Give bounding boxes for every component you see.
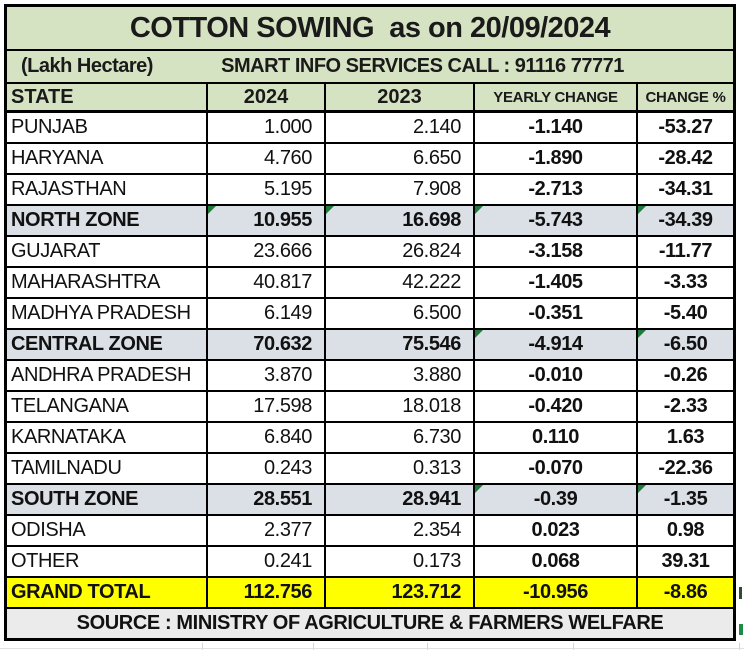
cell-2024-text: 10.955	[253, 209, 312, 231]
cell-change-pct[interactable]	[638, 516, 733, 545]
cell-2024-text: 0.243	[263, 457, 312, 479]
cell-2023[interactable]	[326, 423, 475, 452]
cell-yearly-change[interactable]	[475, 423, 638, 452]
cell-yearly-change[interactable]	[475, 516, 638, 545]
table-row	[7, 175, 733, 206]
column-header-3[interactable]	[475, 84, 638, 110]
cell-flag-triangle-icon	[475, 206, 483, 214]
unit-label: (Lakh Hectare)	[21, 55, 153, 77]
cell-2024-text: 6.149	[263, 302, 312, 324]
cell-yearly-change-text: 0.110	[532, 426, 579, 448]
cell-flag-triangle-icon	[638, 330, 646, 338]
cell-yearly-change-text: -10.956	[522, 581, 589, 603]
cell-state-text: MAHARASHTRA	[11, 271, 160, 293]
grid-line	[0, 648, 744, 649]
cell-2024[interactable]	[208, 144, 326, 173]
cell-2023[interactable]	[326, 268, 475, 297]
cell-change-pct-text: -34.31	[658, 178, 713, 200]
cell-2023-text: 3.880	[412, 364, 461, 386]
cell-state[interactable]	[7, 361, 208, 390]
cell-change-pct-text: 39.31	[661, 550, 710, 572]
table-row	[7, 454, 733, 485]
cell-2024[interactable]	[208, 268, 326, 297]
cell-2024[interactable]	[208, 330, 326, 359]
cell-2023-text: 7.908	[412, 178, 461, 200]
cell-yearly-change[interactable]	[475, 113, 638, 142]
cell-2023-text: 75.546	[402, 333, 461, 355]
cell-2023[interactable]	[326, 299, 475, 328]
cell-2023-text: 6.650	[412, 147, 461, 169]
cell-yearly-change[interactable]	[475, 299, 638, 328]
cell-state[interactable]	[7, 268, 208, 297]
table-row	[7, 144, 733, 175]
column-header-0[interactable]	[7, 84, 208, 110]
cell-2024[interactable]	[208, 423, 326, 452]
cell-change-pct[interactable]	[638, 206, 733, 235]
cell-2023[interactable]	[326, 547, 475, 576]
cell-state-text: ODISHA	[11, 519, 86, 541]
cell-2023[interactable]	[326, 361, 475, 390]
cell-2023-text: 2.354	[412, 519, 461, 541]
cell-state-text: NORTH ZONE	[11, 209, 140, 231]
zone-subtotal-row	[7, 485, 733, 516]
cell-2024-text: 2.377	[263, 519, 312, 541]
cell-state-text: HARYANA	[11, 147, 104, 169]
cell-2024[interactable]	[208, 392, 326, 421]
clipped-cell-content	[739, 624, 743, 635]
cell-yearly-change[interactable]	[475, 206, 638, 235]
table-row	[7, 268, 733, 299]
cell-yearly-change-text: -2.713	[528, 178, 583, 200]
cell-state[interactable]	[7, 237, 208, 266]
cell-state-text: TAMILNADU	[11, 457, 122, 479]
cell-state[interactable]	[7, 175, 208, 204]
cell-yearly-change[interactable]	[475, 578, 638, 607]
cell-yearly-change-text: -0.420	[528, 395, 583, 417]
cell-2023[interactable]	[326, 175, 475, 204]
cell-change-pct-text: -1.35	[663, 488, 708, 510]
cell-change-pct[interactable]	[638, 330, 733, 359]
cell-change-pct[interactable]	[638, 299, 733, 328]
cell-state[interactable]	[7, 485, 208, 514]
cell-change-pct-text: 1.63	[666, 426, 705, 448]
cell-change-pct[interactable]	[638, 547, 733, 576]
cell-change-pct-text: -34.39	[658, 209, 713, 231]
column-header-label: 2024	[243, 85, 289, 108]
cell-yearly-change-text: -0.070	[528, 457, 583, 479]
cell-2023[interactable]	[326, 113, 475, 142]
cell-change-pct[interactable]	[638, 113, 733, 142]
grand-total-row	[7, 578, 733, 609]
cell-state[interactable]	[7, 144, 208, 173]
cell-yearly-change[interactable]	[475, 392, 638, 421]
cell-yearly-change-text: -1.405	[528, 271, 583, 293]
cell-2023-text: 18.018	[402, 395, 461, 417]
cell-state-text: SOUTH ZONE	[11, 488, 139, 510]
cell-change-pct-text: 0.98	[666, 519, 705, 541]
cell-state[interactable]	[7, 423, 208, 452]
cell-yearly-change-text: 0.068	[531, 550, 580, 572]
source-row	[7, 609, 733, 638]
cell-state-text: CENTRAL ZONE	[11, 333, 163, 355]
column-header-2[interactable]	[326, 84, 475, 110]
cell-2023-text: 28.941	[402, 488, 461, 510]
cell-yearly-change[interactable]	[475, 547, 638, 576]
cell-2023-text: 2.140	[412, 116, 461, 138]
cell-2024[interactable]	[208, 361, 326, 390]
cell-flag-triangle-icon	[638, 485, 646, 493]
cell-yearly-change[interactable]	[475, 237, 638, 266]
zone-subtotal-row	[7, 206, 733, 237]
cell-yearly-change[interactable]	[475, 361, 638, 390]
cell-state-text: TELANGANA	[11, 395, 129, 417]
cell-change-pct[interactable]	[638, 392, 733, 421]
cell-2024[interactable]	[208, 175, 326, 204]
cell-2023-text: 123.712	[391, 581, 461, 603]
cell-yearly-change[interactable]	[475, 330, 638, 359]
table-row	[7, 237, 733, 268]
cell-change-pct-text: -28.42	[658, 147, 713, 169]
cell-2024-text: 23.666	[253, 240, 312, 262]
cell-yearly-change-text: -3.158	[528, 240, 583, 262]
cell-change-pct[interactable]	[638, 454, 733, 483]
cell-change-pct[interactable]	[638, 485, 733, 514]
cell-state-text: RAJASTHAN	[11, 178, 127, 200]
table-row	[7, 361, 733, 392]
cell-yearly-change-text: -4.914	[528, 333, 583, 355]
cell-change-pct-text: -11.77	[658, 240, 713, 262]
cell-state[interactable]	[7, 206, 208, 235]
cell-yearly-change[interactable]	[475, 175, 638, 204]
cell-change-pct-text: -5.40	[663, 302, 708, 324]
cell-2024-text: 112.756	[243, 581, 312, 603]
cell-state[interactable]	[7, 516, 208, 545]
cell-2023[interactable]	[326, 454, 475, 483]
cell-change-pct-text: -0.26	[663, 364, 708, 386]
cell-state-text: PUNJAB	[11, 116, 88, 138]
cell-yearly-change-text: -1.140	[528, 116, 583, 138]
cell-2024-text: 28.551	[253, 488, 312, 510]
cell-change-pct[interactable]	[638, 175, 733, 204]
column-header-label: YEARLY CHANGE	[493, 88, 618, 106]
table-row	[7, 392, 733, 423]
table-row	[7, 113, 733, 144]
clipped-cell-content	[739, 587, 742, 599]
cell-2023[interactable]	[326, 237, 475, 266]
cell-change-pct[interactable]	[638, 237, 733, 266]
cell-2024[interactable]	[208, 113, 326, 142]
cell-2024[interactable]	[208, 299, 326, 328]
cell-yearly-change-text: -1.890	[528, 147, 583, 169]
cell-state[interactable]	[7, 392, 208, 421]
cell-2024-text: 1.000	[263, 116, 312, 138]
cell-2024[interactable]	[208, 516, 326, 545]
cell-change-pct-text: -3.33	[663, 271, 708, 293]
cell-state-text: OTHER	[11, 550, 80, 572]
cell-yearly-change-text: -5.743	[528, 209, 583, 231]
cell-state[interactable]	[7, 330, 208, 359]
column-header-label: STATE	[11, 85, 74, 108]
cell-yearly-change[interactable]	[475, 268, 638, 297]
cell-2024[interactable]	[208, 547, 326, 576]
cell-2023-text: 42.222	[402, 271, 461, 293]
cell-state-text: GRAND TOTAL	[11, 581, 151, 603]
cell-yearly-change[interactable]	[475, 144, 638, 173]
cell-2023[interactable]	[326, 144, 475, 173]
cell-yearly-change-text: -0.39	[533, 488, 578, 510]
cell-state[interactable]	[7, 547, 208, 576]
cell-2024-text: 3.870	[263, 364, 312, 386]
cell-2024-text: 0.241	[263, 550, 312, 572]
cell-2024[interactable]	[208, 578, 326, 607]
table-row	[7, 547, 733, 578]
column-header-label: 2023	[377, 85, 422, 108]
cell-2023-text: 26.824	[402, 240, 461, 262]
cell-flag-triangle-icon	[638, 206, 646, 214]
cell-change-pct[interactable]	[638, 361, 733, 390]
table-row	[7, 423, 733, 454]
table-header-row	[7, 84, 733, 113]
cell-2024-text: 6.840	[263, 426, 312, 448]
cell-2023-text: 0.313	[412, 457, 461, 479]
cell-2023-text: 6.730	[412, 426, 461, 448]
cell-flag-triangle-icon	[326, 206, 334, 214]
source-label: SOURCE : MINISTRY OF AGRICULTURE & FARMERS WELFARE	[76, 612, 664, 634]
cell-change-pct-text: -53.27	[658, 116, 713, 138]
cell-2024-text: 70.632	[253, 333, 312, 355]
cell-2024-text: 4.760	[263, 147, 312, 169]
cell-change-pct-text: -22.36	[658, 457, 713, 479]
cell-yearly-change-text: 0.023	[531, 519, 580, 541]
zone-subtotal-row	[7, 330, 733, 361]
cotton-sowing-table	[4, 4, 736, 641]
cell-state-text: GUJARAT	[11, 240, 101, 262]
table-row	[7, 516, 733, 547]
cell-state-text: MADHYA PRADESH	[11, 302, 191, 324]
cell-state[interactable]	[7, 113, 208, 142]
cell-flag-triangle-icon	[475, 330, 483, 338]
cell-2023[interactable]	[326, 330, 475, 359]
cell-yearly-change[interactable]	[475, 454, 638, 483]
cell-yearly-change[interactable]	[475, 485, 638, 514]
table-body	[7, 113, 733, 609]
cell-change-pct-text: -6.50	[663, 333, 708, 355]
cell-change-pct[interactable]	[638, 268, 733, 297]
cell-2023-text: 16.698	[402, 209, 461, 231]
cell-2023[interactable]	[326, 392, 475, 421]
cell-state[interactable]	[7, 454, 208, 483]
cell-2024[interactable]	[208, 485, 326, 514]
column-header-4[interactable]	[638, 84, 733, 110]
cell-2024-text: 17.598	[253, 395, 312, 417]
cell-state[interactable]	[7, 299, 208, 328]
cell-change-pct-text: -2.33	[663, 395, 708, 417]
cell-state-text: KARNATAKA	[11, 426, 126, 448]
cell-flag-triangle-icon	[475, 485, 483, 493]
cell-2024[interactable]	[208, 454, 326, 483]
cell-change-pct[interactable]	[638, 144, 733, 173]
table-title-row	[7, 7, 733, 51]
cell-change-pct[interactable]	[638, 578, 733, 607]
cell-state[interactable]	[7, 578, 208, 607]
cell-change-pct[interactable]	[638, 423, 733, 452]
cell-change-pct-text: -8.86	[663, 581, 708, 603]
cell-2024-text: 5.195	[263, 178, 312, 200]
cell-yearly-change-text: -0.010	[528, 364, 583, 386]
page-title: COTTON SOWING as on 20/09/2024	[129, 11, 611, 44]
table-row	[7, 299, 733, 330]
cell-2024[interactable]	[208, 237, 326, 266]
cell-flag-triangle-icon	[208, 206, 216, 214]
cell-2023[interactable]	[326, 578, 475, 607]
cell-2023[interactable]	[326, 206, 475, 235]
cell-2023[interactable]	[326, 485, 475, 514]
cell-2023[interactable]	[326, 516, 475, 545]
column-header-label: CHANGE %	[645, 88, 726, 106]
contact-info-label: SMART INFO SERVICES CALL : 91116 77771	[221, 55, 624, 77]
cell-2024[interactable]	[208, 206, 326, 235]
cell-state-text: ANDHRA PRADESH	[11, 364, 191, 386]
cell-yearly-change-text: -0.351	[528, 302, 583, 324]
cell-2023-text: 0.173	[412, 550, 461, 572]
table-subtitle-row	[7, 51, 733, 84]
column-header-1[interactable]	[208, 84, 326, 110]
cell-2023-text: 6.500	[412, 302, 461, 324]
cell-2024-text: 40.817	[253, 271, 312, 293]
